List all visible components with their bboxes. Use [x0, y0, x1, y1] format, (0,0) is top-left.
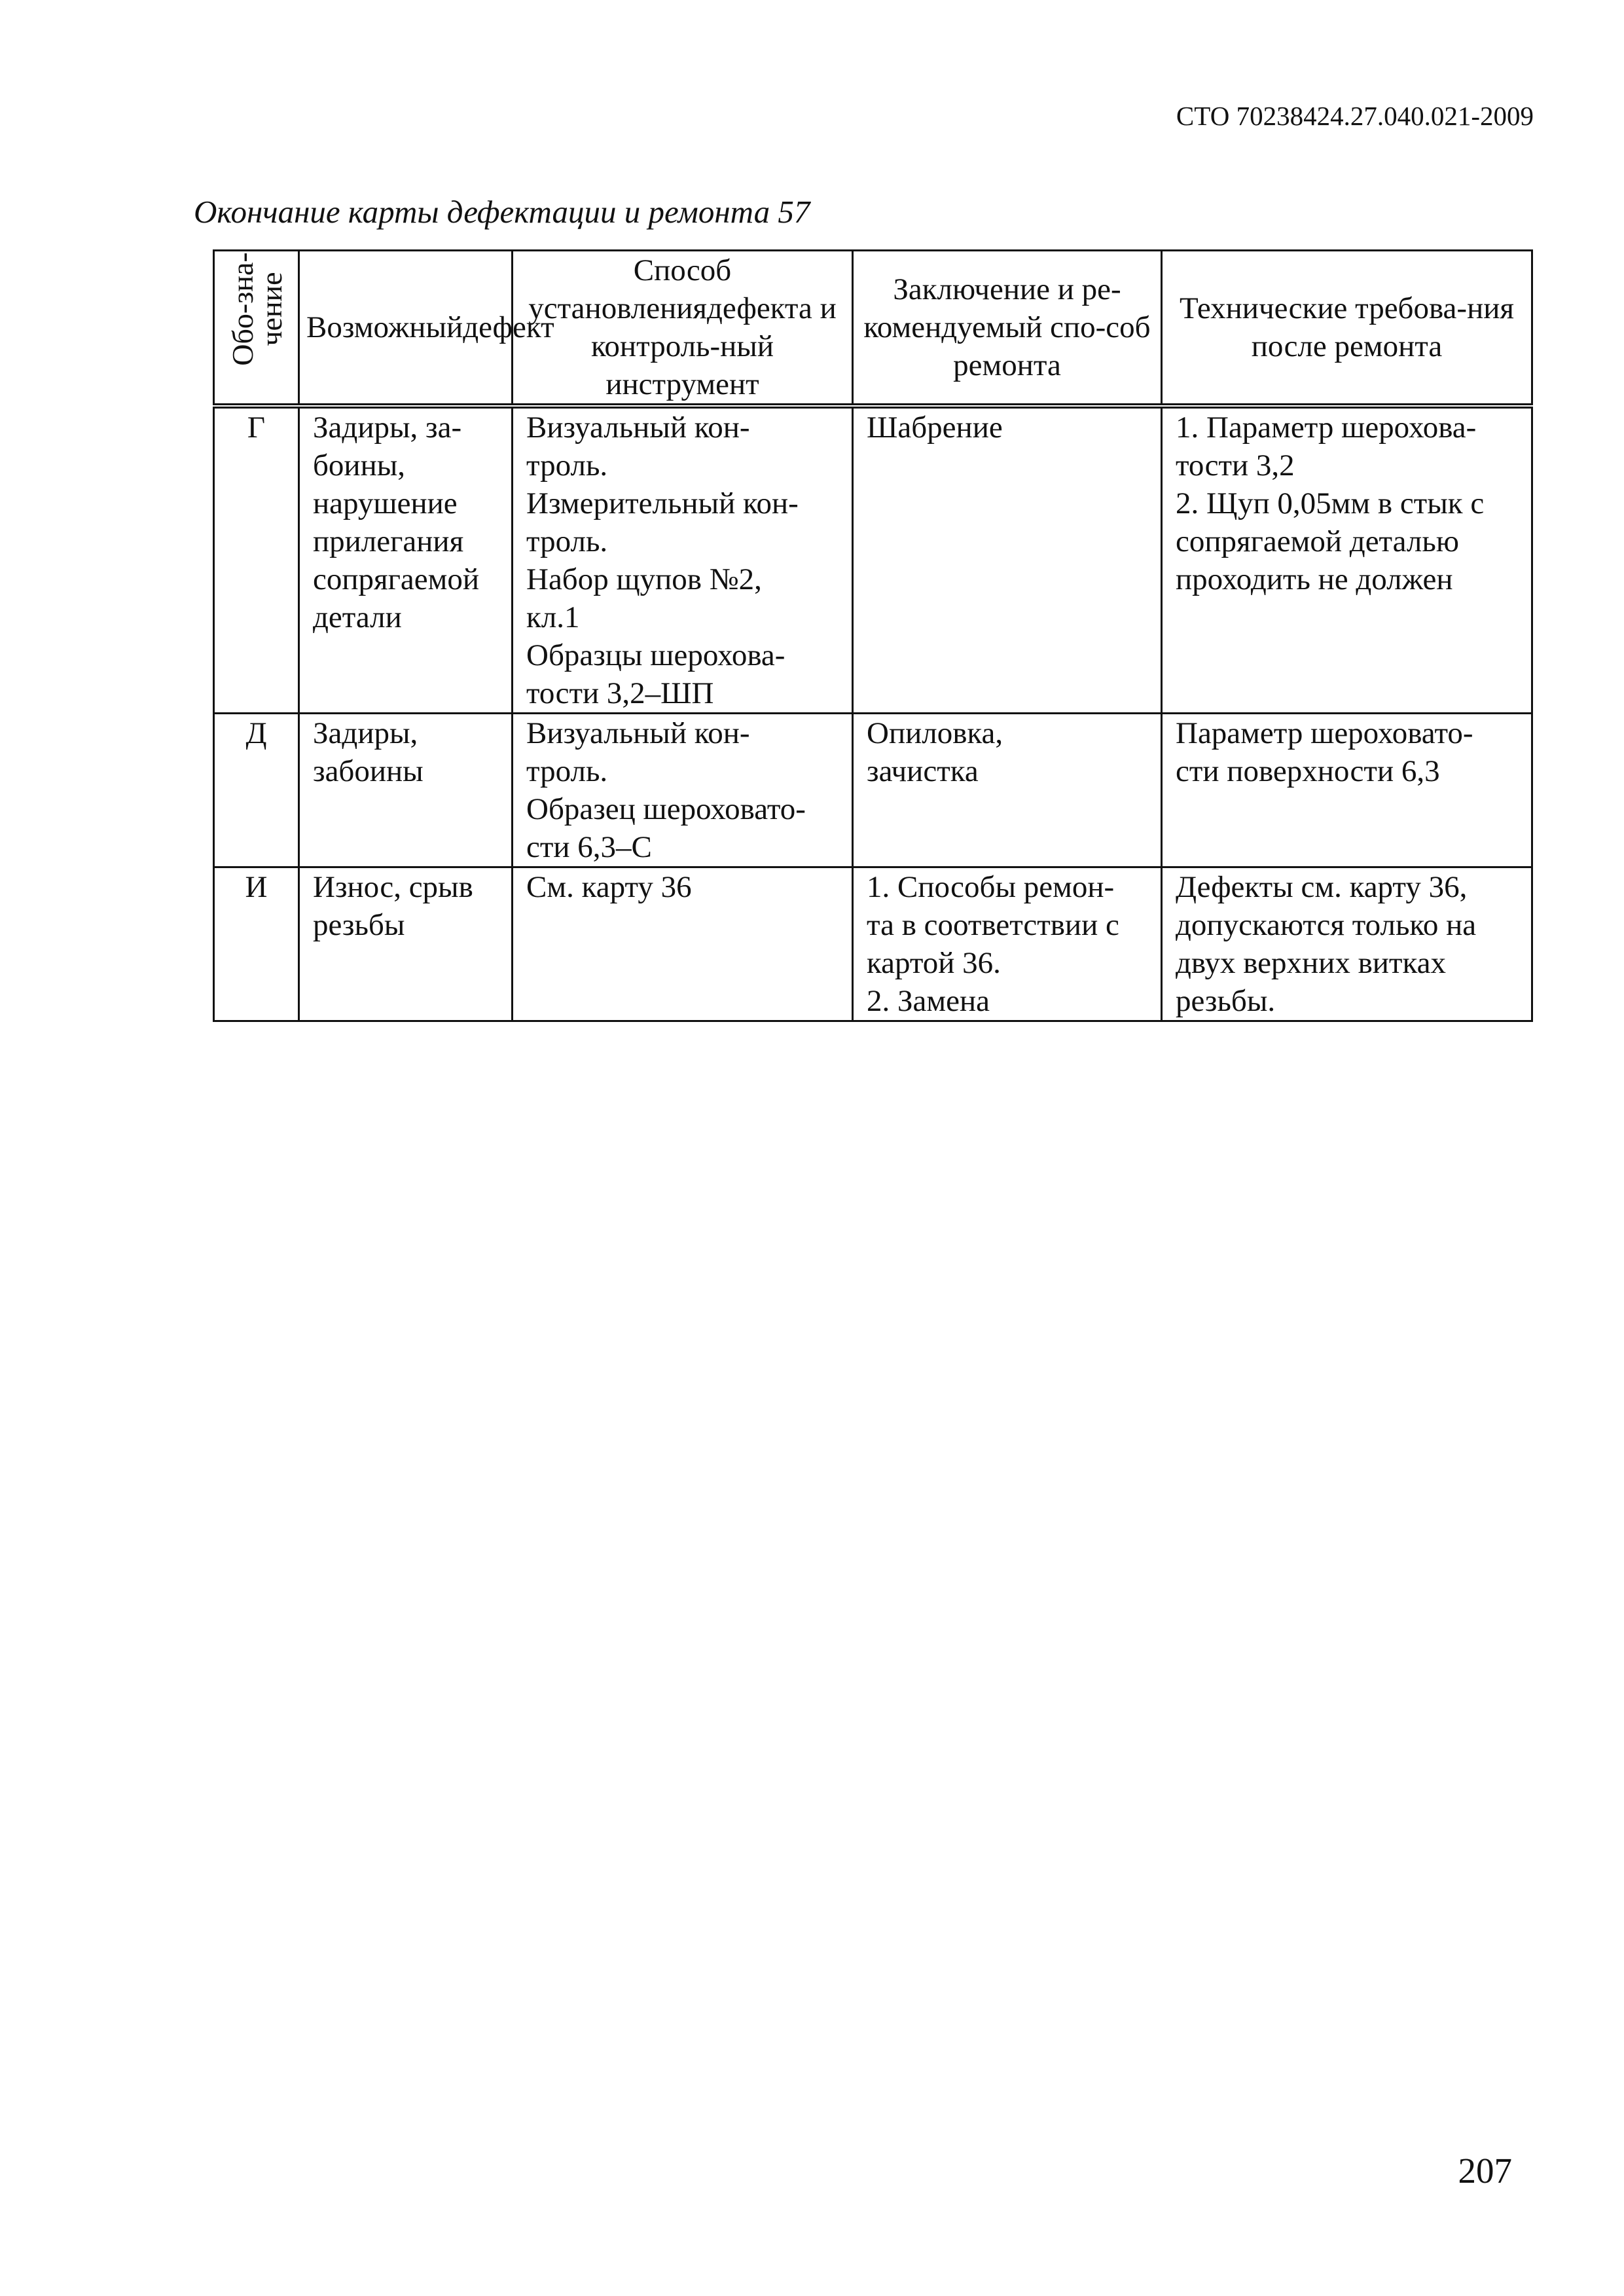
text-line: Обо-: [226, 303, 259, 366]
text-line: Задиры, за-: [313, 410, 462, 445]
text-line: Образец шероховато-: [526, 792, 806, 826]
text-line: детали: [313, 600, 402, 634]
text-line: Параметр шероховато-: [1176, 716, 1473, 750]
text-line: нарушение: [313, 486, 458, 520]
text-line: ный инструмент: [605, 329, 774, 401]
text-line: Опиловка,: [867, 716, 1003, 750]
text-line: дефект: [463, 310, 554, 344]
text-line: Возможный: [306, 310, 463, 344]
row-code-cell: Г: [214, 406, 299, 714]
text-line: комендуемый спо-: [863, 310, 1106, 344]
text-line: Визуальный кон-: [526, 716, 750, 750]
text-line: кл.1: [526, 600, 580, 634]
text-line: Измерительный кон-: [526, 486, 799, 520]
text-line: резьбы.: [1176, 984, 1276, 1018]
conclusion-cell: [853, 714, 1162, 867]
text-line: дефекта и контроль-: [590, 291, 837, 363]
conclusion-cell: [853, 867, 1162, 1021]
defect-cell: [299, 406, 513, 714]
text-line: См. карту 36: [526, 870, 692, 904]
table-header-row: [214, 251, 1532, 407]
text-line: зачистка: [867, 754, 979, 788]
table-caption: Окончание карты дефектации и ремонта 57: [194, 194, 810, 230]
defect-cell: [299, 867, 513, 1021]
text-line: сопрягаемой: [313, 562, 480, 596]
text-line: 2. Замена: [867, 984, 990, 1018]
text-line: сопрягаемой деталью: [1176, 524, 1459, 558]
text-line: троль.: [526, 524, 608, 558]
table-row: [214, 714, 1532, 867]
text-line: двух верхних витках: [1176, 946, 1446, 980]
text-line: забоины: [313, 754, 424, 788]
column-header-requirements: [1162, 251, 1532, 407]
requirements-cell: [1162, 714, 1532, 867]
text-line: Набор щупов №2,: [526, 562, 762, 596]
text-line: троль.: [526, 448, 608, 483]
table-row: [214, 406, 1532, 714]
column-header-designation: [214, 251, 299, 407]
column-header-defect: [299, 251, 554, 407]
text-line: прилегания: [313, 524, 464, 558]
document-code: СТО 70238424.27.040.021-2009: [1176, 101, 1534, 131]
column-header-conclusion: [853, 251, 1162, 407]
text-line: резьбы: [313, 908, 405, 942]
text-line: сти поверхности 6,3: [1176, 754, 1440, 788]
text-line: 1. Способы ремон-: [867, 870, 1115, 904]
text-line: тости 3,2: [1176, 448, 1295, 483]
page-number: 207: [1458, 2151, 1512, 2191]
text-line: 1. Параметр шерохова-: [1176, 410, 1477, 445]
method-cell: [513, 867, 853, 1021]
text-line: ния после ремонта: [1251, 291, 1514, 363]
text-line: Задиры,: [313, 716, 418, 750]
text-line: тости 3,2–ШП: [526, 676, 714, 710]
text-line: троль.: [526, 754, 608, 788]
table-row: [214, 867, 1532, 1021]
text-line: допускаются только на: [1176, 908, 1477, 942]
text-line: Визуальный кон-: [526, 410, 750, 445]
text-line: та в соответствии с: [867, 908, 1119, 942]
text-line: проходить не должен: [1176, 562, 1453, 596]
text-line: зна-: [226, 252, 259, 304]
designation-header-text: [228, 252, 286, 367]
defect-cell: [299, 714, 513, 867]
text-line: 2. Щуп 0,05мм в стык с: [1176, 486, 1485, 520]
text-line: Способ установления: [528, 253, 732, 325]
text-line: Износ, срыв: [313, 870, 473, 904]
defect-repair-table: [213, 249, 1533, 1022]
text-line: боины,: [313, 448, 406, 483]
text-line: Дефекты см. карту 36,: [1176, 870, 1468, 904]
requirements-cell: [1162, 406, 1532, 714]
text-line: Технические требова-: [1179, 291, 1468, 325]
row-code-cell: И: [214, 867, 299, 1021]
conclusion-cell: [853, 406, 1162, 714]
text-line: чение: [255, 272, 288, 346]
method-cell: [513, 406, 853, 714]
text-line: соб ремонта: [953, 310, 1151, 382]
requirements-cell: [1162, 867, 1532, 1021]
text-line: Шабрение: [867, 410, 1003, 445]
text-line: Заключение и ре-: [893, 272, 1121, 306]
row-code-cell: Д: [214, 714, 299, 867]
text-line: сти 6,3–С: [526, 830, 652, 864]
text-line: картой 36.: [867, 946, 1001, 980]
text-line: Образцы шерохова-: [526, 638, 785, 672]
method-cell: [513, 714, 853, 867]
column-header-method: [513, 251, 853, 407]
